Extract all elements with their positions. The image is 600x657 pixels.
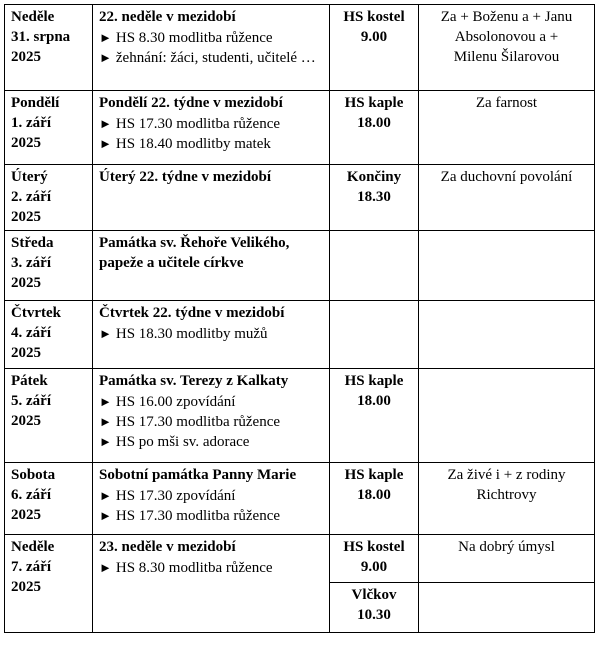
event-item-text: HS 17.30 zpovídání xyxy=(115,488,236,504)
event-cell xyxy=(93,535,330,633)
day-cell xyxy=(5,231,93,301)
place-cell xyxy=(330,583,419,633)
intention-cell xyxy=(419,463,595,535)
intention-cell-line: Milenu Šilarovou xyxy=(453,49,560,65)
day-cell xyxy=(5,463,93,535)
place-cell-line: 18.00 xyxy=(357,393,391,409)
intention-cell xyxy=(419,231,595,301)
day-cell-line: Úterý xyxy=(11,169,48,185)
event-item-text: HS 8.30 modlitba růžence xyxy=(115,560,273,576)
day-cell-line: 2025 xyxy=(11,135,41,151)
schedule-row xyxy=(5,5,595,91)
place-cell-line: HS kaple xyxy=(344,467,404,483)
day-cell-line: 2025 xyxy=(11,209,41,225)
intention-cell xyxy=(419,535,595,583)
intention-cell xyxy=(419,369,595,463)
event-cell xyxy=(93,301,330,369)
event-item-text: HS 17.30 modlitba růžence xyxy=(115,508,281,524)
bullet-triangle-icon: ► xyxy=(99,394,112,409)
day-cell-line: 31. srpna xyxy=(11,29,71,45)
day-cell-line: Čtvrtek xyxy=(11,305,61,321)
intention-cell-line: Za farnost xyxy=(475,95,538,111)
day-cell-line: 5. září xyxy=(11,393,51,409)
event-item-text: žehnání: žáci, studenti, učitelé … xyxy=(115,50,316,66)
event-item xyxy=(99,432,323,452)
day-cell-line: 2. září xyxy=(11,189,51,205)
schedule-row xyxy=(5,301,595,369)
event-item xyxy=(99,506,323,526)
event-item xyxy=(99,392,323,412)
schedule-row xyxy=(5,369,595,463)
intention-cell xyxy=(419,91,595,165)
event-item-text: HS 8.30 modlitba růžence xyxy=(115,30,273,46)
day-cell-line: 6. září xyxy=(11,487,51,503)
schedule-row xyxy=(5,535,595,583)
day-cell-line: 7. září xyxy=(11,559,51,575)
day-cell-line: 4. září xyxy=(11,325,51,341)
event-title: 23. neděle v mezidobí xyxy=(99,539,236,555)
schedule-row xyxy=(5,165,595,231)
event-title: Čtvrtek 22. týdne v mezidobí xyxy=(99,305,285,321)
day-cell-line: 1. září xyxy=(11,115,51,131)
intention-cell-line: Absolonovou a + xyxy=(454,29,559,45)
event-item xyxy=(99,114,323,134)
event-item-text: HS 16.00 zpovídání xyxy=(115,394,236,410)
event-cell xyxy=(93,463,330,535)
place-cell-line: HS kostel xyxy=(343,539,405,555)
bullet-triangle-icon: ► xyxy=(99,116,112,131)
event-cell xyxy=(93,5,330,91)
schedule-row xyxy=(5,91,595,165)
place-cell xyxy=(330,301,419,369)
place-cell xyxy=(330,463,419,535)
event-title: Úterý 22. týdne v mezidobí xyxy=(99,169,272,185)
day-cell-line: 2025 xyxy=(11,579,41,595)
event-item-text: HS 17.30 modlitba růžence xyxy=(115,116,281,132)
intention-cell-line: Richtrovy xyxy=(476,487,537,503)
place-cell-line: 10.30 xyxy=(357,607,391,623)
intention-cell xyxy=(419,301,595,369)
place-cell-line: Vlčkov xyxy=(351,587,397,603)
day-cell-line: 3. září xyxy=(11,255,51,271)
event-title: Sobotní památka Panny Marie xyxy=(99,467,297,483)
day-cell-line: Sobota xyxy=(11,467,56,483)
event-item-text: HS 18.40 modlitby matek xyxy=(115,136,271,152)
day-cell-line: 2025 xyxy=(11,275,41,291)
place-cell xyxy=(330,231,419,301)
bullet-triangle-icon: ► xyxy=(99,488,112,503)
event-item-text: HS po mši sv. adorace xyxy=(115,434,250,450)
place-cell-line: HS kaple xyxy=(344,373,404,389)
event-cell xyxy=(93,369,330,463)
intention-cell-line: Za duchovní povolání xyxy=(440,169,573,185)
day-cell xyxy=(5,369,93,463)
bullet-triangle-icon: ► xyxy=(99,136,112,151)
day-cell-line: 2025 xyxy=(11,49,41,65)
bullet-triangle-icon: ► xyxy=(99,30,112,45)
place-cell xyxy=(330,369,419,463)
day-cell-line: Středa xyxy=(11,235,54,251)
intention-cell-line: Za živé i + z rodiny xyxy=(447,467,566,483)
place-cell xyxy=(330,535,419,583)
event-item-text: HS 18.30 modlitby mužů xyxy=(115,326,268,342)
event-item xyxy=(99,134,323,154)
event-item xyxy=(99,412,323,432)
day-cell-line: Pátek xyxy=(11,373,48,389)
place-cell-line: HS kostel xyxy=(343,9,405,25)
event-cell xyxy=(93,165,330,231)
event-item xyxy=(99,558,323,578)
day-cell xyxy=(5,91,93,165)
bullet-triangle-icon: ► xyxy=(99,326,112,341)
bullet-triangle-icon: ► xyxy=(99,434,112,449)
day-cell-line: 2025 xyxy=(11,507,41,523)
place-cell xyxy=(330,165,419,231)
event-cell xyxy=(93,91,330,165)
event-item xyxy=(99,28,323,48)
place-cell-line: 18.30 xyxy=(357,189,391,205)
day-cell xyxy=(5,5,93,91)
place-cell-line: 9.00 xyxy=(360,29,388,45)
place-cell xyxy=(330,91,419,165)
place-cell xyxy=(330,5,419,91)
intention-cell-line: Za + Boženu a + Janu xyxy=(440,9,573,25)
bullet-triangle-icon: ► xyxy=(99,50,112,65)
event-title: Pondělí 22. týdne v mezidobí xyxy=(99,95,283,111)
day-cell-line: Neděle xyxy=(11,539,55,555)
day-cell-line: 2025 xyxy=(11,345,41,361)
event-title: 22. neděle v mezidobí xyxy=(99,9,236,25)
intention-cell xyxy=(419,165,595,231)
day-cell-line: Neděle xyxy=(11,9,55,25)
schedule-row xyxy=(5,463,595,535)
intention-cell xyxy=(419,5,595,91)
bullet-triangle-icon: ► xyxy=(99,414,112,429)
day-cell xyxy=(5,535,93,633)
event-item xyxy=(99,486,323,506)
day-cell xyxy=(5,165,93,231)
place-cell-line: 18.00 xyxy=(357,487,391,503)
day-cell xyxy=(5,301,93,369)
mass-schedule-table xyxy=(4,4,595,633)
intention-cell xyxy=(419,583,595,633)
place-cell-line: 18.00 xyxy=(357,115,391,131)
event-item xyxy=(99,324,323,344)
bullet-triangle-icon: ► xyxy=(99,560,112,575)
place-cell-line: 9.00 xyxy=(360,559,388,575)
bullet-triangle-icon: ► xyxy=(99,508,112,523)
day-cell-line: Pondělí xyxy=(11,95,60,111)
schedule-row xyxy=(5,231,595,301)
day-cell-line: 2025 xyxy=(11,413,41,429)
schedule-body xyxy=(5,5,595,633)
intention-cell-line: Na dobrý úmysl xyxy=(458,539,555,555)
place-cell-line: HS kaple xyxy=(344,95,404,111)
event-title: Památka sv. Řehoře Velikého, papeže a učitele církve xyxy=(99,235,290,271)
event-cell xyxy=(93,231,330,301)
event-title: Památka sv. Terezy z Kalkaty xyxy=(99,373,289,389)
event-item-text: HS 17.30 modlitba růžence xyxy=(115,414,281,430)
event-item xyxy=(99,48,323,68)
place-cell-line: Končiny xyxy=(346,169,402,185)
